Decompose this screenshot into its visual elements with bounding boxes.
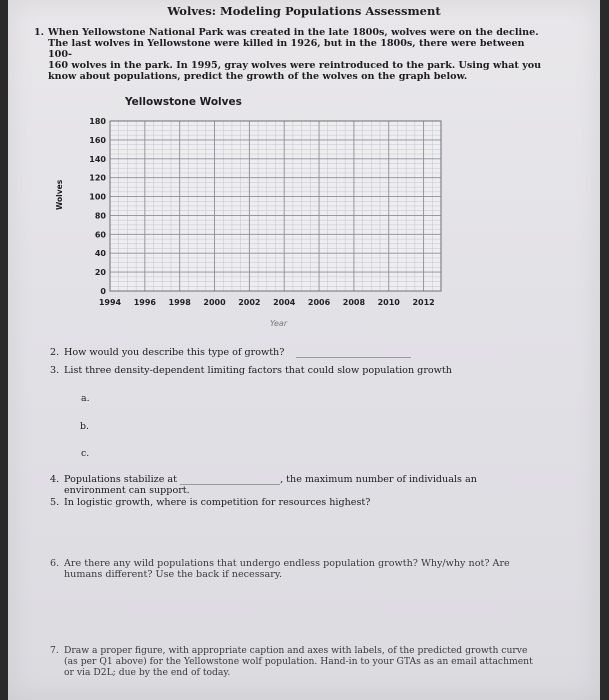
- question-4-text-after: , the maximum number of individuals an: [280, 474, 477, 485]
- question-7: [50, 645, 584, 678]
- question-1-line: The last wolves in Yellowstone were killed in 1926, but in the 1800s, there were between 100-: [48, 38, 525, 60]
- question-3: [50, 365, 452, 376]
- question-7-number: 7.: [50, 645, 59, 656]
- question-6-line: Are there any wild populations that undergo endless population growth? Why/why not? Are: [64, 558, 510, 569]
- question-2: [50, 347, 285, 358]
- chart-y-tick-label: 140: [89, 154, 106, 164]
- yellowstone-wolves-chart[interactable]: [8, 0, 600, 330]
- chart-y-axis-label: Wolves: [55, 179, 64, 210]
- question-6: [50, 558, 564, 580]
- question-2-number: 2.: [50, 347, 60, 358]
- question-3-item-c: c.: [81, 448, 90, 459]
- question-1-line: know about populations, predict the growth of the wolves on the graph below.: [48, 71, 468, 82]
- worksheet-page: [8, 0, 600, 700]
- question-1-number: 1.: [34, 27, 45, 38]
- question-6-number: 6.: [50, 558, 60, 569]
- chart-x-tick-label: 2010: [377, 298, 400, 307]
- question-4-line-2: environment can support.: [64, 485, 190, 496]
- chart-x-axis-label: Year: [270, 319, 288, 328]
- chart-x-tick-label: 2012: [412, 298, 435, 307]
- chart-y-tick-label: 80: [94, 211, 106, 221]
- question-3-text: List three density-dependent limiting factors that could slow population growth: [64, 365, 452, 376]
- chart-x-tick-label: 1996: [133, 298, 156, 307]
- question-4: [50, 474, 554, 496]
- chart-x-tick-label: 2004: [273, 298, 296, 307]
- question-7-line: Draw a proper figure, with appropriate caption and axes with labels, of the predicted growth curve: [64, 645, 528, 656]
- chart-y-tick-label: 20: [94, 268, 106, 278]
- chart-x-tick-label: 1998: [168, 298, 191, 307]
- question-4-text-before: Populations stabilize at: [64, 474, 178, 485]
- chart-x-tick-label: 2006: [307, 298, 331, 307]
- chart-x-tick-label: 2008: [342, 298, 366, 307]
- chart-x-tick-label: 1994: [98, 298, 122, 307]
- question-3-number: 3.: [50, 365, 60, 376]
- question-6-line: humans different? Use the back if necessary.: [64, 569, 283, 580]
- question-5: [50, 497, 371, 508]
- question-3-item-b: b.: [80, 421, 89, 432]
- question-7-line: (as per Q1 above) for the Yellowstone wolf population. Hand-in to your GTAs as an email attachment: [64, 656, 533, 667]
- question-7-line: or via D2L; due by the end of today.: [64, 667, 231, 678]
- question-2-text: How would you describe this type of growth?: [64, 347, 285, 358]
- chart-y-tick-label: 120: [89, 173, 106, 183]
- chart-y-tick-label: 160: [89, 135, 106, 145]
- page-title: Wolves: Modeling Populations Assessment: [167, 4, 441, 18]
- question-1-line: When Yellowstone National Park was created in the late 1800s, wolves were on the decline.: [48, 27, 539, 38]
- question-5-number: 5.: [50, 497, 60, 508]
- chart-y-tick-label: 100: [89, 192, 106, 202]
- chart-title: Yellowstone Wolves: [125, 96, 242, 108]
- chart-x-tick-label: 2000: [203, 298, 226, 307]
- question-3-item-a: a.: [81, 393, 90, 404]
- question-2-answer-line[interactable]: [296, 357, 411, 358]
- chart-y-tick-label: 60: [94, 230, 106, 240]
- question-1-line: 160 wolves in the park. In 1995, gray wolves were reintroduced to the park. Using what you: [48, 60, 542, 71]
- question-4-answer-line[interactable]: [180, 475, 280, 485]
- chart-y-tick-label: 0: [100, 287, 106, 296]
- chart-y-tick-label: 40: [94, 249, 106, 259]
- question-5-text: In logistic growth, where is competition for resources highest?: [64, 497, 371, 508]
- chart-y-tick-label: 180: [89, 117, 106, 126]
- chart-x-tick-label: 2002: [238, 298, 261, 307]
- question-4-number: 4.: [50, 474, 60, 485]
